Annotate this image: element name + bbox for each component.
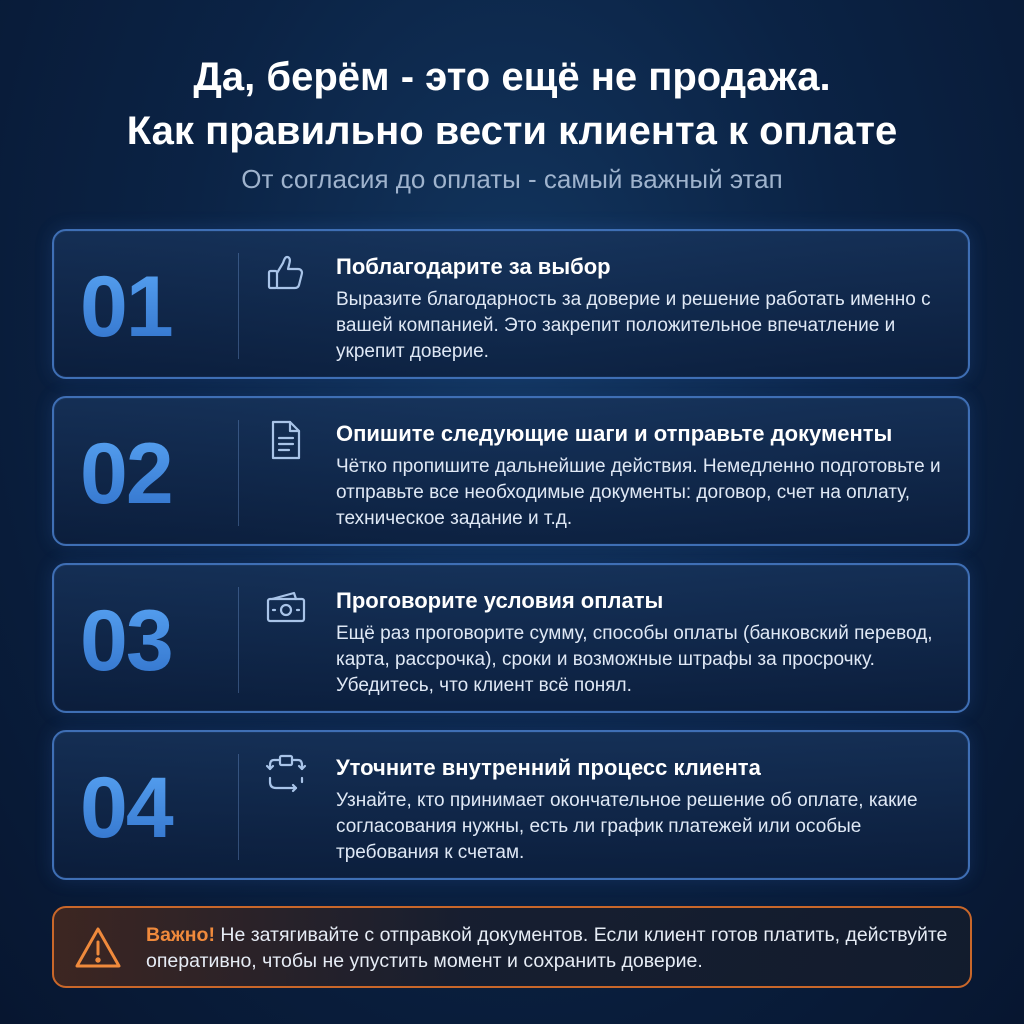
step-description: Чётко пропишите дальнейшие действия. Немедленно подготовьте и отправьте все необходимые документы: договор, счет на оплату, техническое задание и т.д. <box>336 456 941 529</box>
warning-message: Не затягивайте с отправкой документов. Если клиент готов платить, действуйте оперативно, чтобы не упустить момент и сохранить доверие. <box>146 924 948 972</box>
document-icon <box>264 418 308 462</box>
title-line-1: Да, берём - это ещё не продажа. <box>193 55 831 99</box>
step-card-3 <box>52 563 970 713</box>
warning-banner <box>52 906 972 988</box>
process-cycle-icon <box>264 752 308 796</box>
step-number: 03 <box>80 591 240 691</box>
warning-text <box>146 922 956 974</box>
step-card-4 <box>52 730 970 880</box>
step-title: Опишите следующие шаги и отправьте документы <box>336 421 893 446</box>
thumbs-up-icon <box>264 251 308 295</box>
divider <box>238 253 239 359</box>
divider <box>238 420 239 526</box>
step-card-1 <box>52 229 970 379</box>
warning-icon <box>74 924 122 972</box>
step-description: Выразите благодарность за доверие и решение работать именно с вашей компанией. Это закрепит положительное впечатление и укрепит доверие. <box>336 289 931 362</box>
money-icon <box>264 585 308 629</box>
step-card-2 <box>52 396 970 546</box>
step-title: Проговорите условия оплаты <box>336 588 664 613</box>
divider <box>238 587 239 693</box>
step-number: 04 <box>80 758 240 858</box>
divider <box>238 754 239 860</box>
step-description: Узнайте, кто принимает окончательное решение об оплате, какие согласования нужны, есть ли график платежей или особые требования к счетам. <box>336 790 918 863</box>
step-description: Ещё раз проговорите сумму, способы оплаты (банковский перевод, карта, рассрочка), сроки и возможные штрафы за просрочку. Убедитесь, что клиент всё понял. <box>336 623 933 696</box>
step-title: Поблагодарите за выбор <box>336 254 611 279</box>
title-line-2: Как правильно вести клиента к оплате <box>126 109 898 153</box>
step-title: Уточните внутренний процесс клиента <box>336 755 761 780</box>
page-subtitle: От согласия до оплаты - самый важный этап <box>241 164 783 194</box>
step-number: 01 <box>80 257 240 357</box>
step-number: 02 <box>80 424 240 524</box>
warning-label: Важно! <box>146 924 215 946</box>
